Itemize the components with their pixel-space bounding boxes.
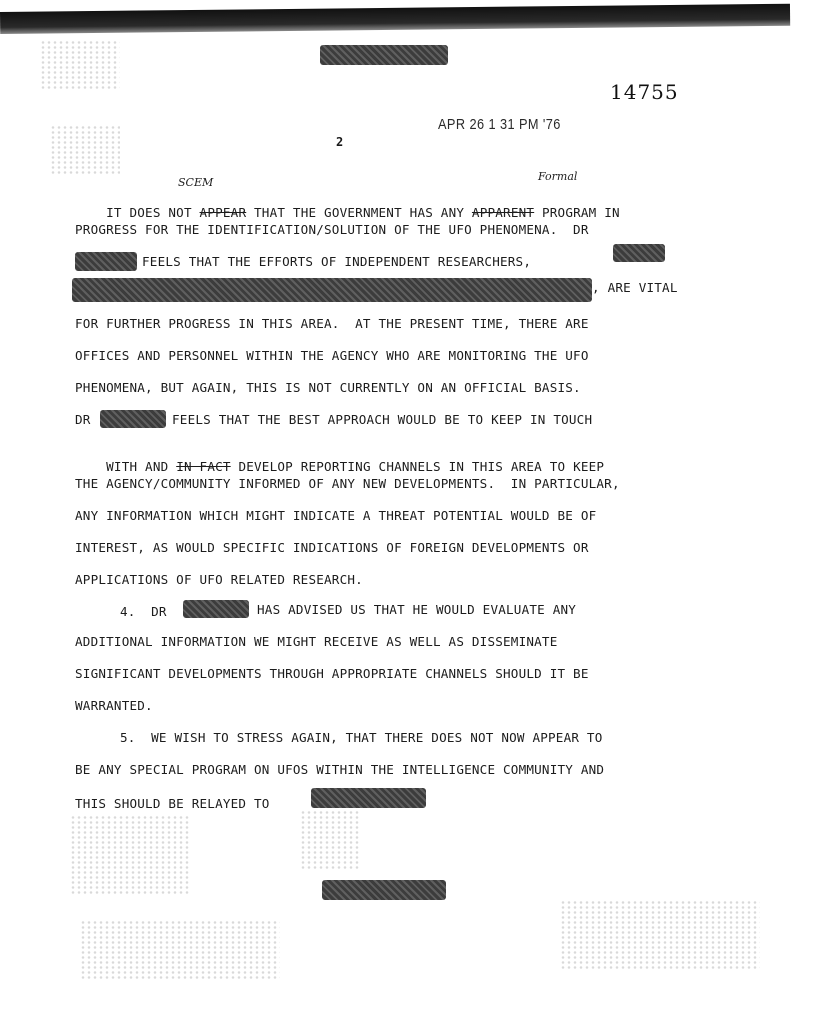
body-line-13: APPLICATIONS OF UFO RELATED RESEARCH. (75, 572, 363, 587)
body-line-10: THE AGENCY/COMMUNITY INFORMED OF ANY NEW DEVELOPMENTS. IN PARTICULAR, (75, 476, 620, 491)
handwritten-note-seem: SCEM (178, 176, 214, 189)
body-line-7: PHENOMENA, BUT AGAIN, THIS IS NOT CURRENTLY ON AN OFFICIAL BASIS. (75, 380, 581, 395)
body-text: DEVELOP REPORTING CHANNELS IN THIS AREA TO KEEP (230, 459, 605, 474)
body-line-6: OFFICES AND PERSONNEL WITHIN THE AGENCY WHO ARE MONITORING THE UFO (75, 348, 589, 363)
struck-word: APPEAR (199, 205, 247, 220)
redaction-inline (613, 244, 665, 262)
redaction-bottom (322, 880, 446, 900)
body-text: WITH AND (106, 459, 177, 474)
struck-word: IN FACT (176, 459, 231, 474)
redaction-top (320, 45, 448, 65)
scan-noise (40, 40, 120, 90)
body-text: IT DOES NOT (106, 205, 200, 220)
redaction-name (183, 600, 249, 618)
body-line-3: FEELS THAT THE EFFORTS OF INDEPENDENT RESEARCHERS, (142, 254, 532, 269)
redaction-name (100, 410, 166, 428)
body-line-2: PROGRESS FOR THE IDENTIFICATION/SOLUTION OF THE UFO PHENOMENA. DR (75, 222, 589, 237)
body-line-12: INTEREST, AS WOULD SPECIFIC INDICATIONS OF FOREIGN DEVELOPMENTS OR (75, 540, 589, 555)
body-text: THAT THE GOVERNMENT HAS ANY (246, 205, 472, 220)
body-line-14: HAS ADVISED US THAT HE WOULD EVALUATE ANY (257, 602, 577, 617)
scan-noise (50, 125, 120, 175)
scan-noise (80, 920, 280, 980)
handwritten-note-formal: Formal (538, 170, 578, 183)
redaction-long (72, 278, 592, 302)
scan-noise (560, 900, 760, 970)
page-number: 2 (336, 135, 344, 149)
scan-edge-bar (0, 4, 790, 34)
body-line-20: THIS SHOULD BE RELAYED TO (75, 796, 270, 811)
body-line-5: FOR FURTHER PROGRESS IN THIS AREA. AT THE PRESENT TIME, THERE ARE (75, 316, 589, 331)
body-line-11: ANY INFORMATION WHICH MIGHT INDICATE A THREAT POTENTIAL WOULD BE OF (75, 508, 597, 523)
body-text: PROGRAM IN (534, 205, 620, 220)
document-number: 14755 (610, 80, 679, 104)
body-line-19: BE ANY SPECIAL PROGRAM ON UFOS WITHIN THE INTELLIGENCE COMMUNITY AND (75, 762, 605, 777)
body-line-8-prefix: DR (75, 412, 91, 427)
date-stamp: APR 26 1 31 PM '76 (438, 116, 561, 133)
body-line-17: WARRANTED. (75, 698, 153, 713)
body-line-14-prefix: 4. DR (120, 604, 167, 619)
body-line-18: 5. WE WISH TO STRESS AGAIN, THAT THERE DOES NOT NOW APPEAR TO (120, 730, 603, 745)
redaction-recipient (311, 788, 426, 808)
body-line-15: ADDITIONAL INFORMATION WE MIGHT RECEIVE AS WELL AS DISSEMINATE (75, 634, 558, 649)
redaction-name (75, 252, 137, 271)
scan-noise (70, 815, 190, 895)
body-line-4: , ARE VITAL (592, 280, 678, 295)
body-line-16: SIGNIFICANT DEVELOPMENTS THROUGH APPROPRIATE CHANNELS SHOULD IT BE (75, 666, 589, 681)
scan-noise (300, 810, 360, 870)
body-line-8: FEELS THAT THE BEST APPROACH WOULD BE TO KEEP IN TOUCH (172, 412, 593, 427)
struck-word: APPARENT (471, 205, 535, 220)
